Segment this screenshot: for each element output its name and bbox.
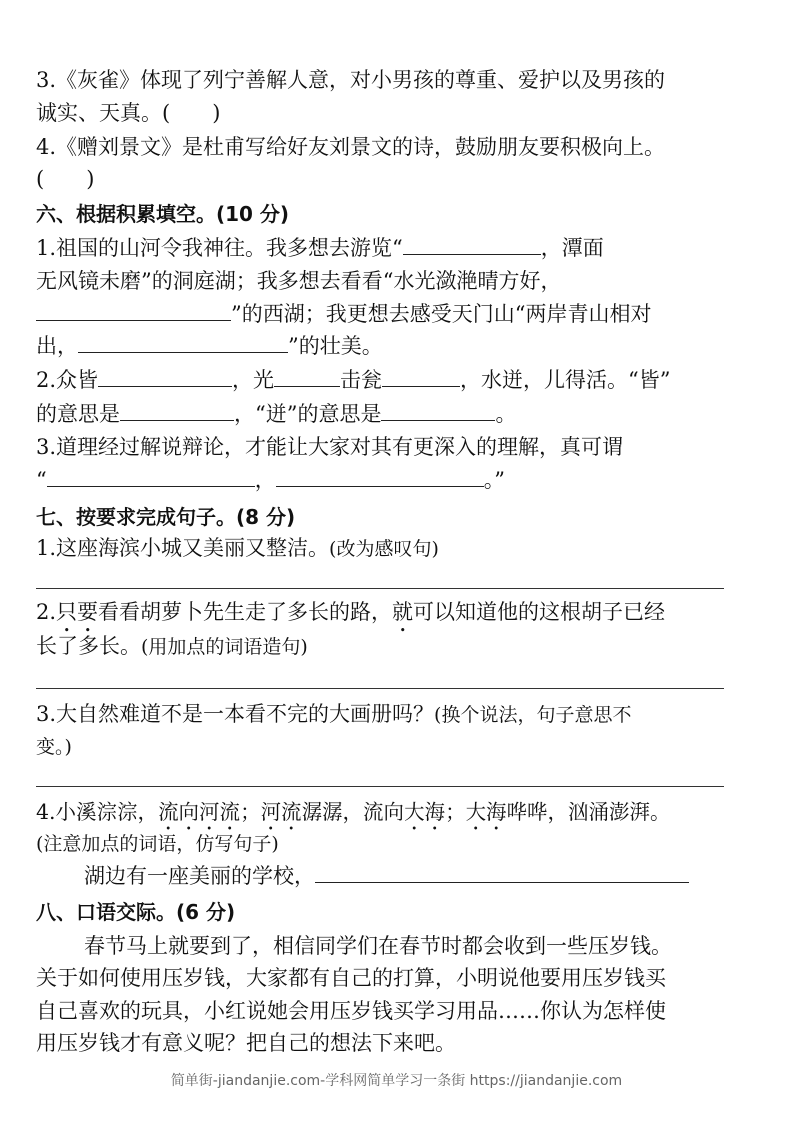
answer-line[interactable]	[36, 588, 724, 589]
blank[interactable]	[274, 366, 340, 387]
dotted-word: 只要	[56, 600, 99, 624]
blank[interactable]	[381, 400, 495, 421]
text-line: 4.《赠刘景文》是杜甫写给好友刘景文的诗，鼓励朋友要积极向上。	[36, 135, 666, 159]
text: ，光	[232, 368, 275, 392]
text: 可以知道他的这根胡子已经	[413, 600, 666, 624]
text: 1.这座海滨小城又美丽又整洁。	[36, 536, 330, 560]
text: 1.祖国的山河令我神往。我多想去游览“	[36, 236, 403, 260]
dotted-word: 就	[392, 600, 414, 624]
text: ；	[240, 800, 261, 824]
text: 的意思是	[36, 402, 120, 426]
dotted-word: 流向河流	[158, 800, 241, 824]
text: “	[36, 468, 47, 492]
text: 2.众皆	[36, 368, 99, 392]
q6-item-1-line	[36, 234, 604, 262]
dotted-word: 大海	[404, 800, 446, 824]
q7-item-2	[36, 632, 308, 661]
text: 长了多长。	[36, 634, 141, 658]
text: 潺潺，流向	[301, 800, 405, 824]
q7-item-3	[36, 700, 631, 729]
text: 2.	[36, 600, 57, 624]
q7-item-1	[36, 534, 439, 563]
section-heading-8: 八、口语交际。(6 分)	[36, 900, 236, 924]
text: 4.小溪淙淙，	[36, 800, 159, 824]
text: ，水迸，儿得活。“皆”	[460, 368, 671, 392]
blank[interactable]	[276, 466, 484, 487]
answer-line[interactable]	[36, 688, 724, 689]
text: 3.大自然难道不是一本看不完的大画册吗？	[36, 702, 435, 726]
text: ，	[254, 468, 276, 492]
dotted-word: 大海	[465, 800, 507, 824]
q7-item-3: 变。)	[36, 736, 72, 758]
text: 。	[495, 402, 517, 426]
text: ，“迸”的意思是	[234, 402, 382, 426]
q6-item-3-line: 3.道理经过解说辩论，才能让大家对其有更深入的理解，真可谓	[36, 435, 624, 459]
blank[interactable]	[382, 366, 460, 387]
text: 哗哗，汹涌澎湃。	[506, 800, 671, 824]
q6-item-2-line	[36, 366, 671, 394]
text: 。”	[483, 468, 505, 492]
blank[interactable]	[403, 234, 541, 255]
q7-item-4-prompt	[84, 862, 689, 890]
q7-item-4-hint: (注意加点的词语，仿写句子)	[36, 833, 279, 855]
blank[interactable]	[47, 466, 255, 487]
text-line: 3.《灰雀》体现了列宁善解人意，对小男孩的尊重、爱护以及男孩的	[36, 68, 666, 92]
paragraph-line: 春节马上就要到了，相信同学们在春节时都会收到一些压岁钱。	[84, 934, 672, 958]
section-heading-7: 七、按要求完成句子。(8 分)	[36, 505, 296, 529]
blank[interactable]	[120, 400, 234, 421]
answer-line[interactable]	[36, 786, 724, 787]
text: ”的西湖；我更想去感受天门山“两岸青山相对	[231, 302, 652, 326]
blank[interactable]	[36, 300, 231, 321]
blank[interactable]	[78, 332, 288, 353]
text: 击瓮	[340, 368, 383, 392]
text: 湖边有一座美丽的学校，	[84, 864, 315, 888]
q6-item-2-line	[36, 400, 516, 428]
footer-watermark: 简单街-jiandanjie.com-学科网简单学习一条街 https://jiandanjie.com	[170, 1073, 623, 1089]
q6-item-1-line	[36, 300, 651, 328]
text: ；	[445, 800, 466, 824]
q6-item-3-line	[36, 466, 505, 494]
hint: (用加点的词语造句)	[141, 636, 308, 658]
text: 出，	[36, 334, 78, 358]
text: ，潭面	[540, 236, 604, 260]
paragraph-line: 关于如何使用压岁钱，大家都有自己的打算，小明说他要用压岁钱买	[36, 966, 666, 990]
text-line: ( )	[36, 167, 95, 191]
hint: (换个说法，句子意思不	[434, 704, 632, 726]
text: ”的壮美。	[288, 334, 383, 358]
hint: (改为感叹句)	[329, 538, 439, 560]
q6-item-1-line: 无风镜未磨”的洞庭湖；我多想去看看“水光潋滟晴方好，	[36, 269, 562, 293]
q6-item-1-line	[36, 332, 383, 360]
blank[interactable]	[98, 366, 232, 387]
paragraph-line: 自己喜欢的玩具，小红说她会用压岁钱买学习用品……你认为怎样使	[36, 999, 666, 1023]
text-line: 诚实、天真。( )	[36, 101, 221, 125]
blank[interactable]	[315, 862, 689, 883]
paragraph-line: 用压岁钱才有意义呢？把自己的想法下来吧。	[36, 1031, 456, 1055]
section-heading-6: 六、根据积累填空。(10 分)	[36, 202, 290, 226]
text: 看看胡萝卜先生走了多长的路，	[98, 600, 393, 624]
dotted-word: 河流	[260, 800, 302, 824]
